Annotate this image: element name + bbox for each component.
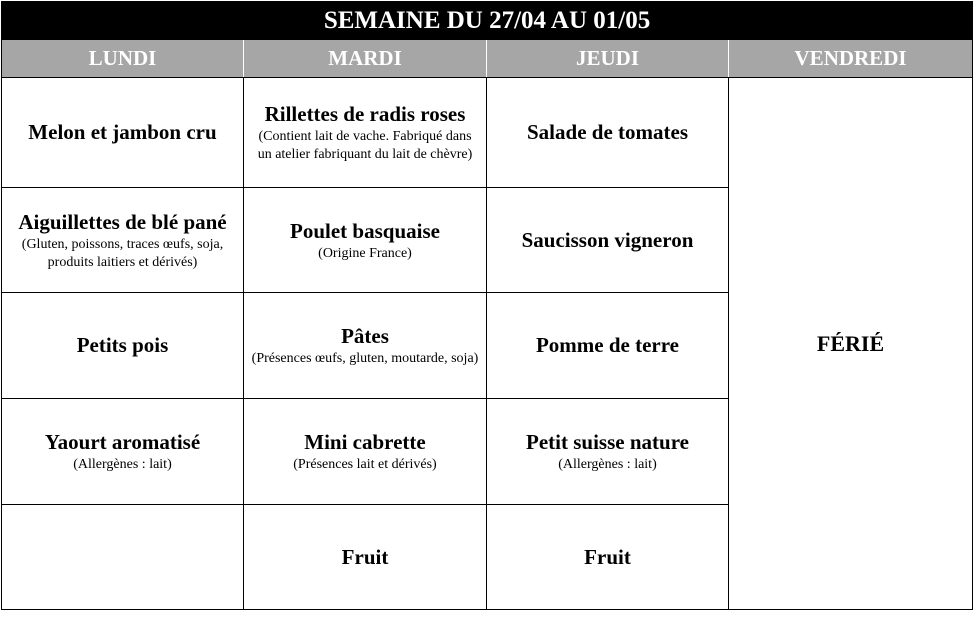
dish-name: Petit suisse nature — [526, 430, 689, 454]
jeudi-dish-cell — [487, 78, 729, 188]
origin-note: (Origine France) — [318, 245, 412, 261]
vendredi-holiday-cell — [729, 78, 973, 610]
jeudi-dish-cell — [487, 188, 729, 293]
day-header-mardi: MARDI — [244, 40, 487, 78]
allergen-note: (Allergènes : lait) — [558, 457, 657, 472]
lundi-dish-cell — [2, 188, 244, 293]
allergen-note: (Gluten, poissons, traces œufs, soja, produits laitiers et dérivés) — [21, 236, 224, 270]
dish-name: Yaourt aromatisé — [44, 430, 201, 454]
jeudi-dish-cell — [487, 399, 729, 505]
weekly-menu-table — [1, 1, 973, 610]
dish-name: Poulet basquaise — [290, 218, 440, 243]
lundi-dish-cell — [2, 78, 244, 188]
lundi-dish-cell — [2, 505, 244, 610]
title-row — [2, 2, 973, 40]
allergen-note: (Présences œufs, gluten, moutarde, soja) — [251, 351, 479, 366]
dish-name: Fruit — [341, 544, 389, 569]
menu-document — [1, 1, 972, 615]
dish-name: Salade de tomates — [527, 120, 688, 144]
day-header-vendredi: VENDREDI — [729, 40, 973, 78]
dish-name: Fruit — [584, 544, 631, 569]
dish-name: Saucisson vigneron — [521, 227, 694, 252]
day-header-jeudi: JEUDI — [487, 40, 729, 78]
allergen-note: (Contient lait de vache. Fabriqué dans un atelier fabriquant du lait de chèvre) — [257, 129, 473, 162]
dish-name: Petits pois — [76, 333, 169, 357]
allergen-note: (Allergènes : lait) — [73, 457, 172, 472]
dish-name: Pomme de terre — [535, 333, 680, 357]
dish-name: Rillettes de radis roses — [264, 102, 466, 126]
mardi-dish-cell — [244, 399, 487, 505]
jeudi-dish-cell — [487, 293, 729, 399]
lundi-dish-cell — [2, 399, 244, 505]
mardi-dish-cell — [244, 78, 487, 188]
dish-name: Aiguillettes de blé pané — [18, 209, 227, 234]
mardi-dish-cell — [244, 505, 487, 610]
week-title: SEMAINE DU 27/04 AU 01/05 — [2, 2, 973, 40]
allergen-note: (Présences lait et dérivés) — [293, 457, 437, 472]
dish-name: Melon et jambon cru — [28, 120, 217, 144]
day-header-row — [2, 40, 973, 78]
menu-row-starter — [2, 78, 973, 188]
jeudi-dish-cell — [487, 505, 729, 610]
mardi-dish-cell — [244, 188, 487, 293]
holiday-label: FÉRIÉ — [816, 330, 885, 356]
dish-name: Mini cabrette — [304, 430, 426, 454]
dish-name: Pâtes — [341, 324, 389, 348]
day-header-lundi: LUNDI — [2, 40, 244, 78]
mardi-dish-cell — [244, 293, 487, 399]
lundi-dish-cell — [2, 293, 244, 399]
